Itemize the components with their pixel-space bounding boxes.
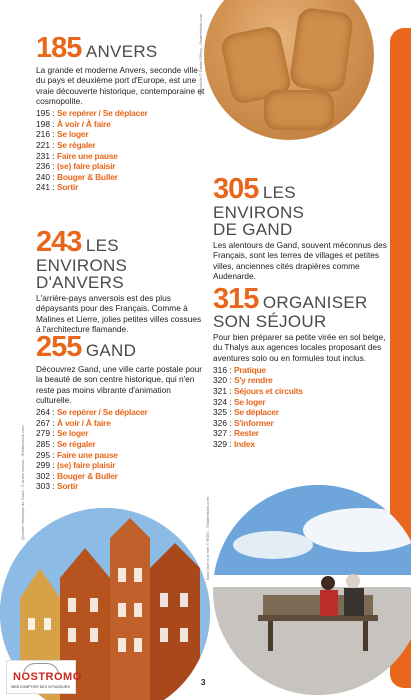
section-title: ORGANISER bbox=[262, 293, 368, 312]
photo-credit-cookies: Speculoos © Daniel Gilbey - Shutterstock.com bbox=[198, 13, 203, 96]
section-heading bbox=[36, 34, 206, 63]
nostromo-logo bbox=[6, 660, 82, 694]
section-title: LES ENVIRONS bbox=[36, 236, 128, 275]
section-description: Pour bien préparer sa petite virée en sol belge, du Thalys aux agences locales proposant des aventures solo ou en formules tout inclus. bbox=[213, 332, 386, 363]
section-title-line2: D'ANVERS bbox=[36, 273, 124, 292]
logo-name: NOSTROMO bbox=[13, 671, 82, 683]
section-description: Découvrez Gand, une ville carte postale pour la beauté de son centre historique, qui n'en reste pas moins vibrante d'animation culturelle. bbox=[36, 364, 203, 405]
page-number: 3 bbox=[201, 678, 206, 687]
sejour-contents-list bbox=[213, 365, 388, 450]
section-gand bbox=[36, 333, 206, 492]
speculoos-photo bbox=[204, 0, 374, 140]
section-environs-gand bbox=[213, 175, 388, 281]
bench-by-sea-photo bbox=[213, 485, 411, 695]
section-number: 185 bbox=[36, 32, 82, 64]
section-number: 315 bbox=[213, 283, 259, 315]
list-item[interactable]: 264 : Se repérer / Se déplacer bbox=[36, 407, 148, 418]
list-item[interactable]: 327 : Rester bbox=[213, 428, 259, 439]
list-item[interactable]: 198 : À voir / À faire bbox=[36, 118, 111, 129]
section-title: LES ENVIRONS bbox=[213, 183, 305, 222]
section-title: ANVERS bbox=[85, 42, 158, 61]
section-title: GAND bbox=[85, 341, 137, 360]
list-item[interactable]: 316 : Pratique bbox=[213, 364, 266, 375]
list-item[interactable]: 285 : Se régaler bbox=[36, 438, 96, 449]
section-title-line2: DE GAND bbox=[213, 220, 293, 239]
list-item[interactable]: 221 : Se régaler bbox=[36, 139, 96, 150]
anvers-contents-list bbox=[36, 108, 206, 193]
list-item[interactable]: 241 : Sortir bbox=[36, 182, 79, 193]
section-heading bbox=[213, 285, 388, 330]
section-title-line2: SON SÉJOUR bbox=[213, 312, 327, 331]
section-description: L'arrière-pays anversois est des plus dépaysants pour des Français. Comme à Malines et Lierre, jolies petites villes cossues à l'architecture flamande. bbox=[36, 293, 202, 334]
section-number: 243 bbox=[36, 226, 82, 258]
section-anvers bbox=[36, 34, 206, 193]
list-item[interactable]: 324 : Se loger bbox=[213, 396, 266, 407]
section-number: 305 bbox=[213, 173, 259, 205]
list-item[interactable]: 320 : S'y rendre bbox=[213, 375, 273, 386]
bench-illustration bbox=[213, 485, 411, 695]
list-item[interactable]: 329 : Index bbox=[213, 439, 255, 450]
list-item[interactable]: 326 : S'informer bbox=[213, 417, 274, 428]
list-item[interactable]: 303 : Sortir bbox=[36, 481, 79, 492]
list-item[interactable]: 295 : Faire une pause bbox=[36, 449, 118, 460]
section-number: 255 bbox=[36, 331, 82, 363]
list-item[interactable]: 299 : (se) faire plaisir bbox=[36, 460, 116, 471]
section-organiser-sejour bbox=[213, 285, 388, 450]
list-item[interactable]: 321 : Séjours et circuits bbox=[213, 386, 303, 397]
gand-contents-list bbox=[36, 407, 206, 492]
list-item[interactable]: 195 : Se repérer / Se déplacer bbox=[36, 108, 148, 119]
list-item[interactable]: 325 : Se déplacer bbox=[213, 407, 279, 418]
list-item[interactable]: 279 : Se loger bbox=[36, 428, 89, 439]
logo-tagline: WEB COMPTOIR DES VOYAGEURS bbox=[11, 685, 70, 689]
list-item[interactable]: 240 : Bouger & Buller bbox=[36, 171, 118, 182]
list-item[interactable]: 302 : Bouger & Buller bbox=[36, 470, 118, 481]
section-heading bbox=[36, 333, 206, 362]
list-item[interactable]: 231 : Faire une pause bbox=[36, 150, 118, 161]
section-environs-anvers bbox=[36, 228, 206, 334]
section-heading bbox=[213, 175, 388, 238]
section-heading bbox=[36, 228, 206, 291]
list-item[interactable]: 216 : Se loger bbox=[36, 129, 89, 140]
section-description: Les alentours de Gand, souvent méconnus des Français, sont les terres de villages et petites villes, anciennes cités drapières comme Audenarde. bbox=[213, 240, 387, 281]
list-item[interactable]: 236 : (se) faire plaisir bbox=[36, 161, 116, 172]
photo-credit-sea: Banc face à la mer © RIDO - Shutterstock.com bbox=[205, 497, 210, 580]
section-description: La grande et moderne Anvers, seconde ville du pays et deuxième port d'Europe, est une vraie découverte historique, contemporaine et cosmopolite. bbox=[36, 65, 205, 106]
list-item[interactable]: 267 : À voir / À faire bbox=[36, 417, 111, 428]
photo-credit-building: Quartier historique de Gand - © Anton Ivanov - Shutterstock.com bbox=[20, 425, 25, 540]
